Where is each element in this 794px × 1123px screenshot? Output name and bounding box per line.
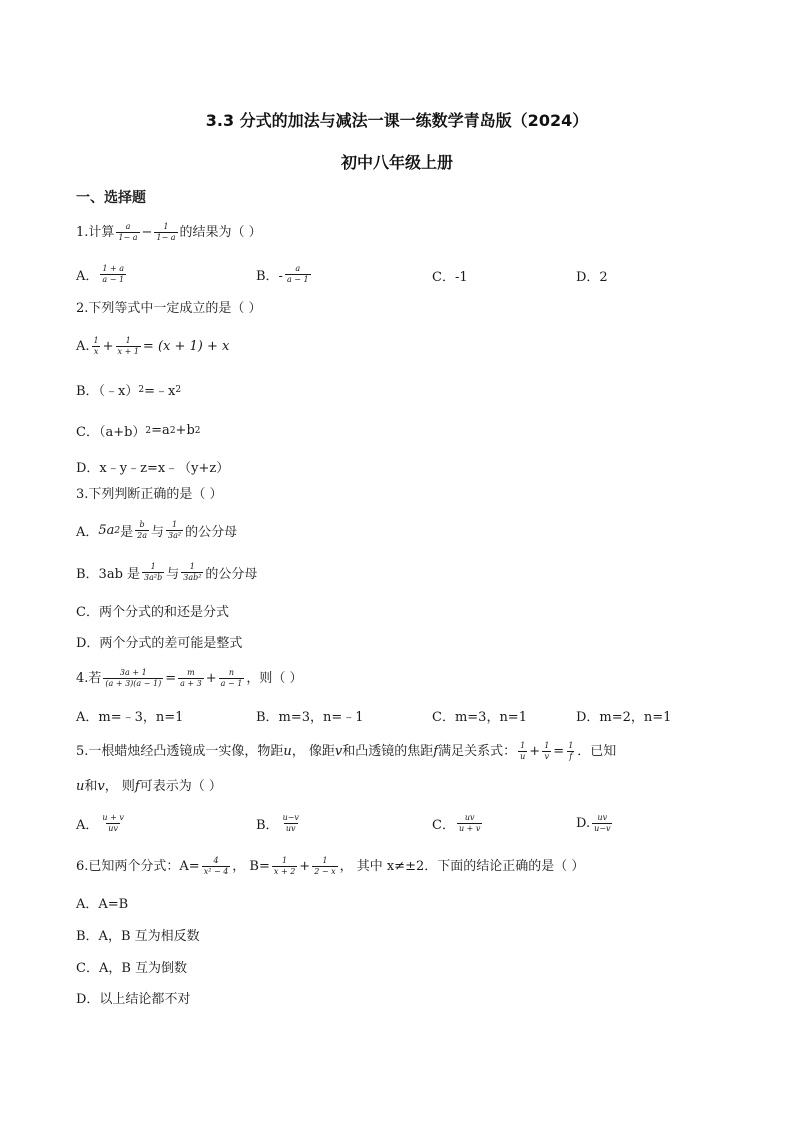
q3-option-c[interactable]: C．两个分式的和还是分式 — [76, 605, 229, 620]
doc-subtitle: 初中八年级上册 — [340, 153, 453, 172]
q5-option-d[interactable]: D. $\frac{uv}{u-v}$ — [576, 813, 611, 833]
q6-option-c[interactable]: C．A，B 互为倒数 — [76, 961, 188, 976]
q4-option-b[interactable]: B．m=3，n=﹣1 — [256, 710, 364, 725]
question-5-stem-line2: u 和 v ， 则 f 可表示为（ ） — [76, 779, 222, 794]
fraction: $\frac{a}{1- a}$ — [118, 222, 138, 242]
question-2-stem: 2.下列等式中一定成立的是（ ） — [76, 301, 262, 316]
q5-option-a[interactable]: A． $\frac{u + v}{uv}$ — [76, 813, 124, 833]
question-5-stem-line1: 5.一根蜡烛经凸透镜成一实像，物距 u ， 像距 v 和凸透镜的焦距 f 满足关系式： $\frac{1}{u}$ + $\frac{1}{v}$ = $\frac{1}{f}$ ．已知 — [76, 741, 617, 761]
q6-option-a[interactable]: A．A=B — [76, 897, 129, 912]
q2-option-a[interactable]: A. $\frac{1}{x}$ + $\frac{1}{x + 1}$ = (x + 1) + x — [76, 336, 230, 356]
question-6-stem: 6.已知两个分式：A= $\frac{4}{\text{x² − 4}}$ ， B= $\frac{1}{x + 2}$ + $\frac{1}{2 - x}$ ， 其中 x≠±2．下面的结论正确的是（ ） — [76, 856, 585, 876]
fraction: $\frac{1}{1- a}$ — [156, 222, 176, 242]
q3-option-d[interactable]: D．两个分式的差可能是整式 — [76, 636, 243, 651]
q6-option-b[interactable]: B．A，B 互为相反数 — [76, 929, 200, 944]
q2-option-c[interactable]: C．（a+b） 2 =a 2 +b 2 — [76, 423, 201, 440]
q1-option-c[interactable]: C．-1 — [432, 270, 468, 285]
q1-option-a[interactable]: A． $\frac{1 + a}{a - 1}$ — [76, 264, 125, 284]
q5-option-c[interactable]: C． $\frac{uv}{u + v}$ — [432, 813, 481, 833]
q6-option-d[interactable]: D．以上结论都不对 — [76, 992, 191, 1007]
q4-option-d[interactable]: D．m=2，n=1 — [576, 710, 672, 725]
q2-option-d[interactable]: D．x﹣y﹣z=x﹣（y+z） — [76, 461, 230, 476]
q2-option-b[interactable]: B．（﹣x） 2 =﹣x 2 — [76, 384, 182, 399]
doc-title: 3.3 分式的加法与减法一课一练数学青岛版（2024） — [205, 111, 589, 130]
question-1-stem: 1.计算 $\frac{a}{1- a}$ − $\frac{1}{1- a}$ 的结果为（ ） — [76, 222, 262, 242]
q4-option-a[interactable]: A．m=﹣3，n=1 — [76, 710, 184, 725]
question-3-stem: 3.下列判断正确的是（ ） — [76, 487, 223, 502]
q3-option-b[interactable]: B．3ab 是 $\frac{1}{\text{3a²b}}$ 与 $\frac{1}{\text{3ab²}}$ 的公分母 — [76, 562, 258, 582]
section-heading: 一、选择题 — [76, 190, 146, 206]
q1-option-d[interactable]: D．2 — [576, 270, 608, 285]
q5-option-b[interactable]: B． $\frac{u-v}{uv}$ — [256, 813, 299, 833]
q3-option-a[interactable]: A． 5a 2 是 $\frac{b}{2a}$ 与 $\frac{1}{\text{3a²}}$ 的公分母 — [76, 520, 238, 540]
q4-option-c[interactable]: C．m=3，n=1 — [432, 710, 527, 725]
question-4-stem: 4.若 $\frac{3a + 1}{(a + 3)(a - 1)}$ = $\frac{m}{a + 3}$ + $\frac{n}{a - 1}$ ，则（ ） — [76, 668, 303, 688]
q1-option-b[interactable]: B．- $\frac{a}{a - 1}$ — [256, 264, 309, 284]
